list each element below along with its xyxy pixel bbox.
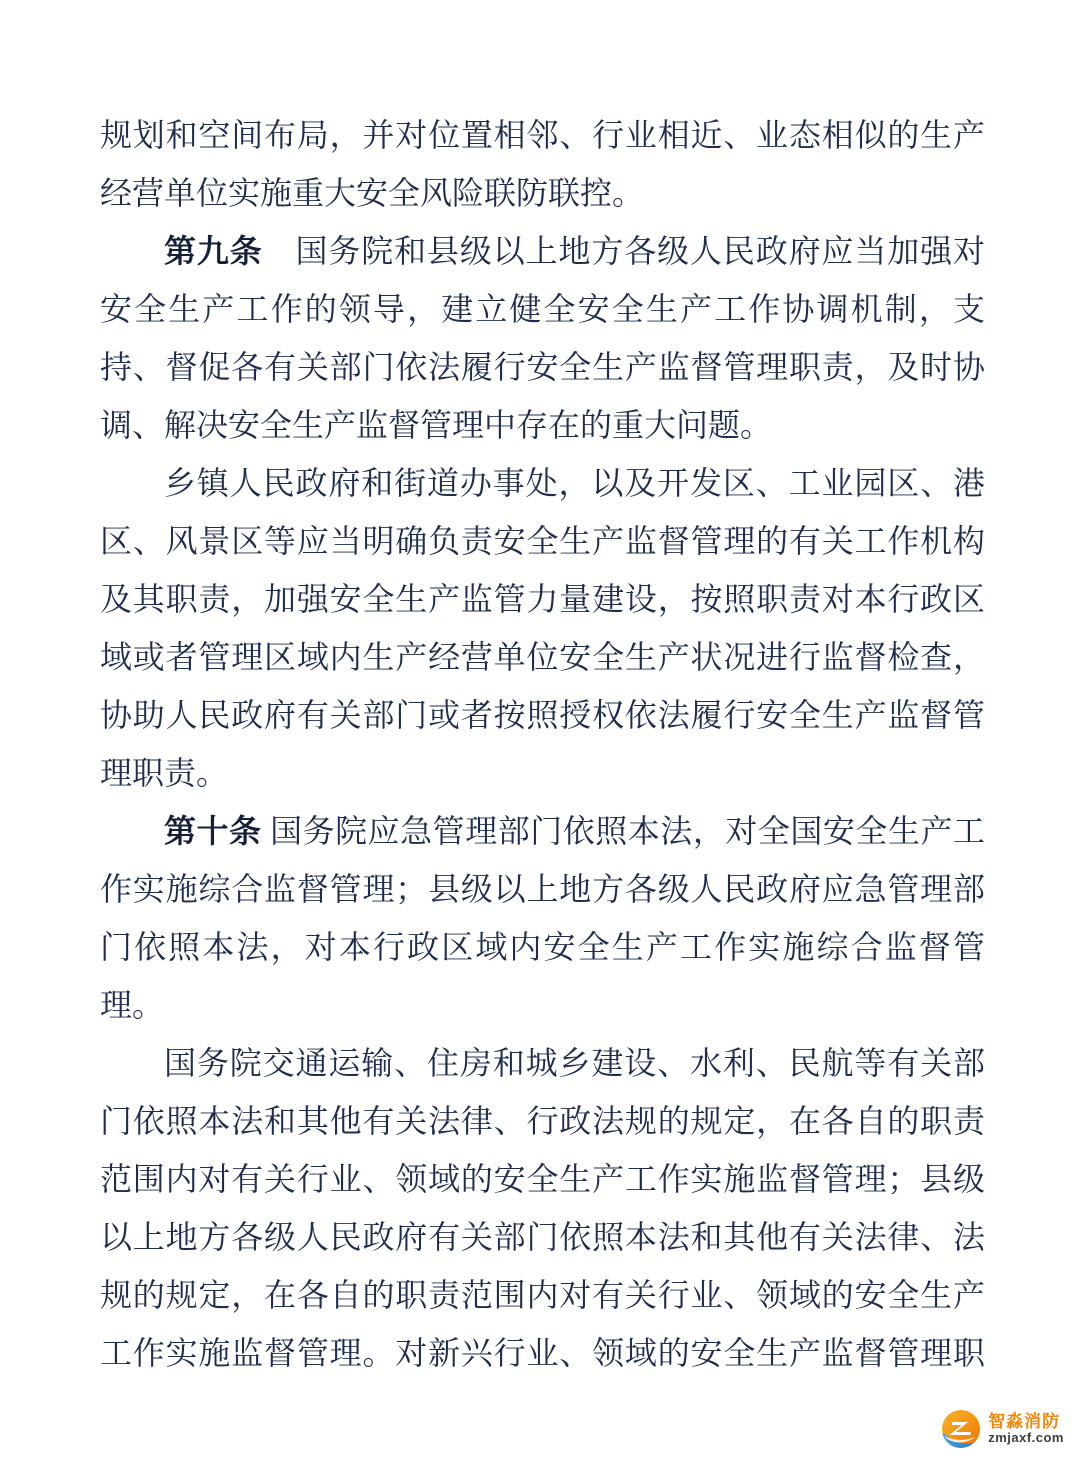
article-number: 第十条	[164, 813, 262, 849]
paragraph-text: 国务院和县级以上地方各级人民政府应当加强对安全生产工作的领导，建立健全安全生产工作协调机制，支持、督促各有关部门依法履行安全生产监督管理职责，及时协调、解决安全生产监督管理中存在的重大问题。	[100, 233, 985, 443]
paragraph-text: 乡镇人民政府和街道办事处，以及开发区、工业园区、港区、风景区等应当明确负责安全生产监督管理的有关工作机构及其职责，加强安全生产监管力量建设，按照职责对本行政区域或者管理区域内生产经营单位安全生产状况进行监督检查，协助人民政府有关部门或者按照授权依法履行安全生产监督管理职责。	[100, 465, 985, 791]
brand-watermark	[941, 1409, 1064, 1449]
paragraph-text: 规划和空间布局，并对位置相邻、行业相近、业态相似的生产经营单位实施重大安全风险联防联控。	[100, 117, 985, 211]
brand-text-block	[988, 1412, 1064, 1446]
paragraph	[100, 106, 985, 222]
paragraph-text: 国务院应急管理部门依照本法，对全国安全生产工作实施综合监督管理；县级以上地方各级人民政府应急管理部门依照本法，对本行政区域内安全生产工作实施综合监督管理。	[100, 813, 985, 1023]
paragraph	[100, 1034, 985, 1382]
document-body	[100, 106, 985, 1382]
paragraph	[100, 802, 985, 1034]
article-number: 第九条	[164, 233, 263, 269]
brand-name: 智淼消防	[988, 1411, 1061, 1431]
brand-logo-icon	[941, 1409, 981, 1449]
brand-domain: zmjaxf.com	[988, 1430, 1064, 1446]
paragraph	[100, 222, 985, 454]
paragraph	[100, 454, 985, 802]
paragraph-text: 国务院交通运输、住房和城乡建设、水利、民航等有关部门依照本法和其他有关法律、行政法规的规定，在各自的职责范围内对有关行业、领域的安全生产工作实施监督管理；县级以上地方各级人民政府有关部门依照本法和其他有关法律、法规的规定，在各自的职责范围内对有关行业、领域的安全生产工作实施监督管理。对新兴行业、领域的安全生产监督管理职	[100, 1045, 985, 1371]
